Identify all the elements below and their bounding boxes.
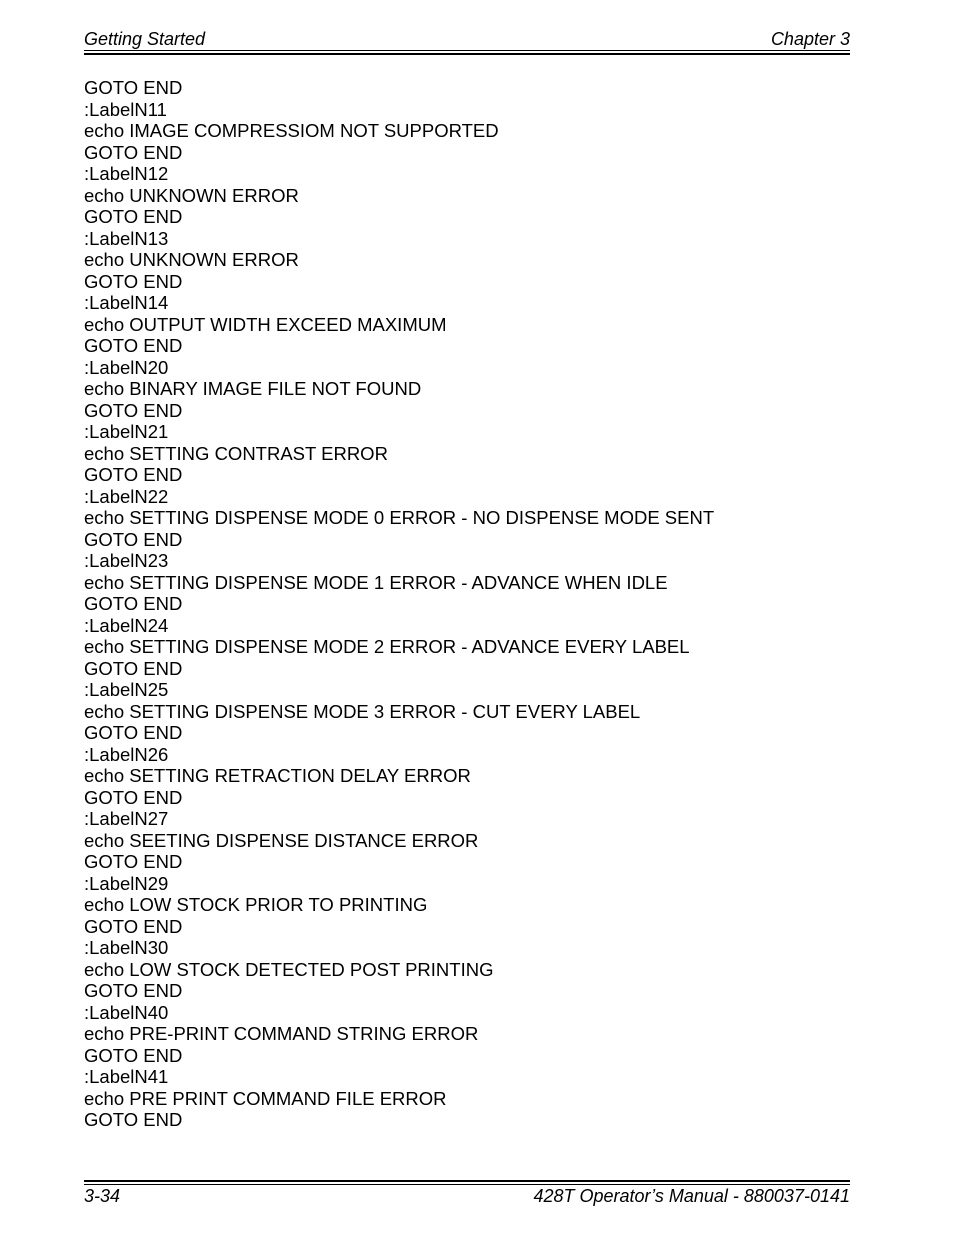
chapter-label: Chapter 3 [770, 29, 850, 49]
script-line: GOTO END [84, 335, 183, 356]
manual-title: 428T Operator’s Manual - 880037-0141 [533, 1186, 850, 1206]
script-line: echo SETTING DISPENSE MODE 2 ERROR - ADVANCE EVERY LABEL [84, 636, 690, 657]
script-line: echo SETTING RETRACTION DELAY ERROR [84, 765, 471, 786]
page-number: 3-34 [84, 1186, 121, 1206]
header-rule [84, 50, 850, 55]
script-line: GOTO END [84, 464, 183, 485]
script-line: :LabelN26 [84, 743, 169, 765]
script-line: :LabelN27 [84, 808, 169, 829]
script-line: GOTO END [84, 399, 183, 421]
script-line: GOTO END [84, 206, 183, 227]
script-line: echo UNKNOWN ERROR [84, 184, 299, 206]
script-line: echo LOW STOCK PRIOR TO PRINTING [84, 894, 428, 915]
script-line: GOTO END [84, 77, 183, 98]
script-line: GOTO END [84, 1109, 183, 1130]
script-line: GOTO END [84, 851, 183, 872]
script-line: GOTO END [84, 980, 183, 1001]
script-line: GOTO END [84, 141, 183, 163]
script-line: echo SEETING DISPENSE DISTANCE ERROR [84, 829, 479, 851]
script-line: :LabelN22 [84, 485, 169, 507]
script-line: echo IMAGE COMPRESSIOM NOT SUPPORTED [84, 120, 499, 141]
script-line: echo BINARY IMAGE FILE NOT FOUND [84, 378, 422, 399]
batch-script-listing [84, 77, 864, 1131]
script-line: :LabelN30 [84, 937, 169, 958]
script-line: :LabelN41 [84, 1066, 169, 1087]
script-line: :LabelN25 [84, 679, 169, 700]
script-line: echo PRE PRINT COMMAND FILE ERROR [84, 1087, 447, 1109]
script-line: GOTO END [84, 593, 183, 614]
script-line: :LabelN11 [84, 98, 167, 120]
script-line: :LabelN14 [84, 292, 169, 313]
script-line: echo UNKNOWN ERROR [84, 249, 299, 270]
script-line: echo LOW STOCK DETECTED POST PRINTING [84, 958, 494, 980]
script-line: GOTO END [84, 786, 183, 808]
script-line: GOTO END [84, 915, 183, 937]
script-line: echo SETTING DISPENSE MODE 1 ERROR - ADVANCE WHEN IDLE [84, 571, 668, 593]
script-line: :LabelN13 [84, 227, 169, 249]
script-line: :LabelN12 [84, 163, 169, 184]
script-line: :LabelN24 [84, 614, 169, 636]
script-line: echo OUTPUT WIDTH EXCEED MAXIMUM [84, 313, 447, 335]
script-line: GOTO END [84, 528, 183, 550]
script-line: :LabelN23 [84, 550, 169, 571]
page-footer [84, 1185, 850, 1207]
script-line: GOTO END [84, 270, 183, 292]
script-line: :LabelN29 [84, 872, 169, 894]
script-line: GOTO END [84, 722, 183, 743]
script-line: echo SETTING DISPENSE MODE 0 ERROR - NO DISPENSE MODE SENT [84, 507, 715, 528]
script-line: GOTO END [84, 1044, 183, 1066]
script-line: echo SETTING CONTRAST ERROR [84, 442, 388, 464]
script-line: echo PRE-PRINT COMMAND STRING ERROR [84, 1023, 479, 1044]
script-line: :LabelN20 [84, 356, 169, 378]
script-line: :LabelN21 [84, 421, 169, 442]
script-line: :LabelN40 [84, 1001, 169, 1023]
page-header [84, 28, 850, 50]
section-title: Getting Started [84, 29, 206, 49]
script-line: echo SETTING DISPENSE MODE 3 ERROR - CUT EVERY LABEL [84, 700, 641, 722]
script-line: GOTO END [84, 657, 183, 679]
